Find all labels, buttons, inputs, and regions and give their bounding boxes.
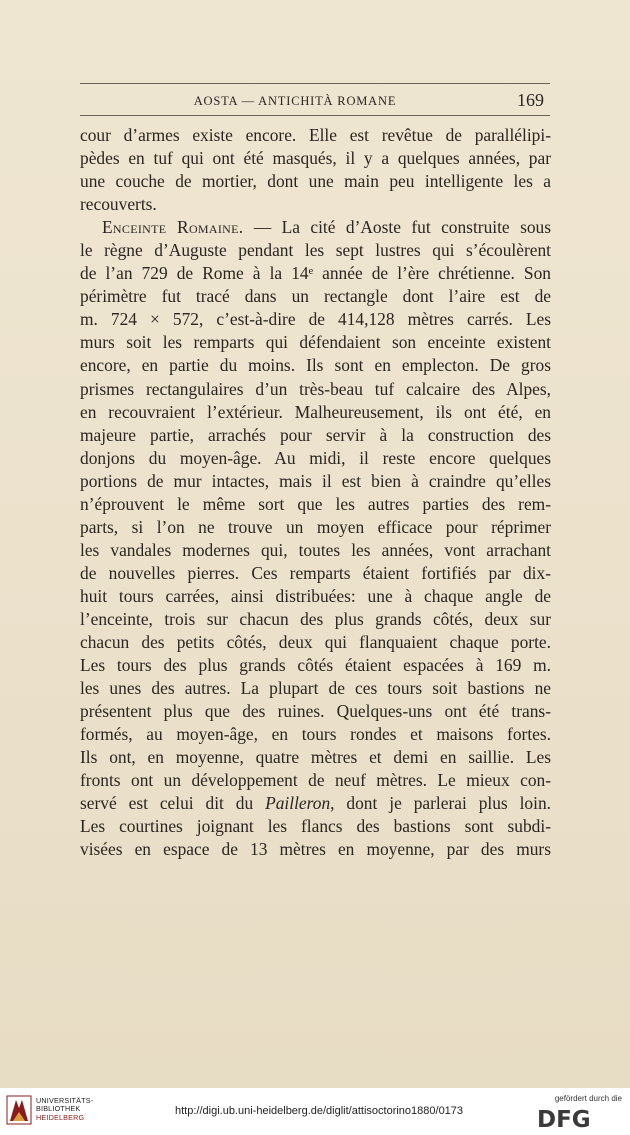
text-fragment: , dont je parlerai plus loin. <box>330 793 552 814</box>
text-line: huit tours carrées, ainsi distribuées: une à chaque angle de <box>80 585 551 606</box>
text-line: donjons du moyen-âge. Au midi, il reste encore quelques <box>80 447 551 468</box>
running-head: AOSTA — ANTICHITÀ ROMANE <box>193 94 397 108</box>
text-line: pèdes en tuf qui ont été masqués, il y a quelques années, par <box>80 148 551 169</box>
text-line: murs soit les remparts qui défendaient son enceinte existent <box>80 332 551 353</box>
text-line: de l’an 729 de Rome à la 14ᵉ année de l’ère chrétienne. Son <box>80 263 551 284</box>
header-rule-bottom <box>80 115 550 116</box>
library-line: BIBLIOTHEK <box>36 1104 81 1114</box>
pailleron-name: Pailleron <box>265 793 331 814</box>
text-line: l’enceinte, trois sur chacun des plus grands côtés, deux sur <box>80 608 551 629</box>
text-line: prismes rectangulaires d’un très-beau tuf calcaire des Alpes, <box>80 378 551 399</box>
sponsor-label: gefördert durch die <box>554 1094 622 1103</box>
text-line: les unes des autres. La plupart de ces tours soit bastions ne <box>80 678 551 699</box>
text-line: encore, en partie du moins. Ils sont en emplecton. De gros <box>80 355 551 376</box>
footer-bar <box>0 1088 630 1135</box>
library-name <box>36 1097 93 1122</box>
text-line: n’éprouvent le même sort que les autres parties des rem- <box>80 493 551 514</box>
text-line: périmètre fut tracé dans un rectangle dont l’aire est de <box>80 286 551 307</box>
body-text <box>80 124 551 862</box>
text-line: le règne d’Auguste pendant les sept lustres qui s’écoulèrent <box>80 240 551 261</box>
text-line: une couche de mortier, dont une main peu intelligente les a <box>80 171 551 192</box>
library-line: HEIDELBERG <box>36 1112 85 1122</box>
text-line: formés, au moyen-âge, en tours rondes et maisons fortes. <box>80 724 551 745</box>
library-line: UNIVERSITÄTS- <box>36 1096 94 1105</box>
text-line <box>80 792 551 815</box>
dfg-logo-text: DFG <box>537 1107 591 1129</box>
text-line: présentent plus que des ruines. Quelques-uns ont été trans- <box>80 701 551 722</box>
text-fragment: — La cité d’Aoste fut construite sous <box>243 217 551 238</box>
text-line: majeure partie, arrachés pour servir à la construction des <box>80 424 551 445</box>
text-line: parts, si l’on ne trouve un moyen efficace pour réprimer <box>80 516 551 537</box>
text-line: Les courtines joignant les flancs des bastions sont subdi- <box>80 816 551 837</box>
text-line: cour d’armes existe encore. Elle est revêtue de parallélipi- <box>80 125 551 145</box>
page-header <box>80 90 550 114</box>
text-line: chacun des petits côtés, deux qui flanquaient chaque porte. <box>80 632 551 653</box>
page-number: 169 <box>517 90 544 110</box>
source-url-link[interactable]: http://digi.ub.uni-heidelberg.de/diglit/attisoctorino1880/0173 <box>175 1105 464 1117</box>
section-title: Enceinte Romaine. <box>102 217 244 238</box>
dfg-logo <box>537 1107 623 1129</box>
text-fragment: servé est celui dit du <box>80 793 266 814</box>
text-line: visées en espace de 13 mètres en moyenne, par des murs <box>80 839 551 860</box>
text-line: de nouvelles pierres. Ces remparts étaient fortifiés par dix- <box>80 562 551 583</box>
text-line: portions de mur intactes, mais il est bien à craindre qu’elles <box>80 470 551 491</box>
text-line: Les tours des plus grands côtés étaient espacées à 169 m. <box>80 655 551 676</box>
text-line: m. 724 × 572, c’est-à-dire de 414,128 mètres carrés. Les <box>80 309 551 330</box>
text-line: en recouvraient l’extérieur. Malheureusement, ils ont été, en <box>80 401 551 422</box>
text-line: recouverts. <box>80 194 157 215</box>
text-line: Ils ont, en moyenne, quatre mètres et demi en saillie. Les <box>80 747 551 768</box>
text-line: les vandales modernes qui, toutes les années, vont arrachant <box>80 539 551 560</box>
header-rule-top <box>80 83 550 84</box>
text-line: fronts ont un développement de neuf mètres. Le mieux con- <box>80 770 551 791</box>
section-heading-line <box>80 216 551 239</box>
university-library-logo <box>6 1094 32 1126</box>
